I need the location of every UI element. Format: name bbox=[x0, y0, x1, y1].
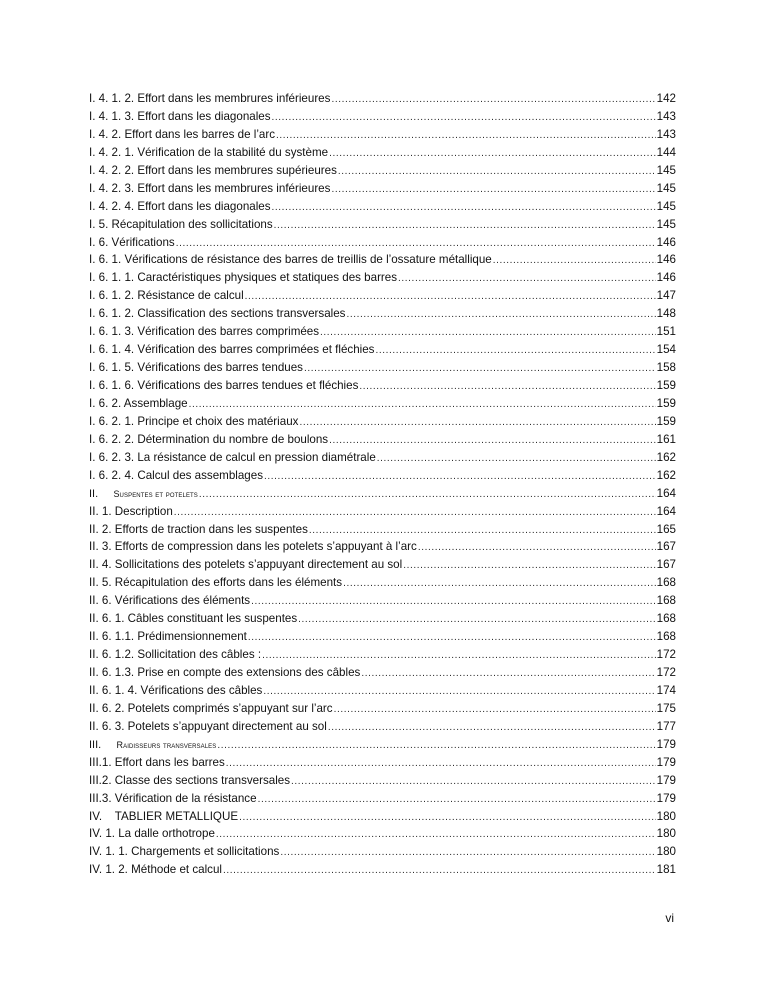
toc-entry-page: 145 bbox=[656, 163, 676, 177]
dot-leader bbox=[248, 629, 656, 647]
section-title: Raidisseurs transversales bbox=[116, 739, 217, 750]
toc-entry[interactable] bbox=[89, 646, 676, 664]
toc-entry[interactable] bbox=[89, 180, 676, 198]
dot-leader bbox=[331, 181, 655, 199]
toc-entry-page: 148 bbox=[656, 307, 676, 321]
dot-leader bbox=[216, 826, 656, 844]
dot-leader bbox=[217, 737, 655, 755]
toc-entry-title: II. 5. Récapitulation des efforts dans les éléments bbox=[89, 576, 343, 590]
toc-entry-page: 159 bbox=[656, 396, 676, 410]
toc-entry-title: I. 4. 1. 3. Effort dans les diagonales bbox=[89, 109, 271, 123]
toc-entry[interactable] bbox=[89, 162, 676, 180]
toc-entry-title bbox=[89, 737, 216, 755]
toc-entry-title: I. 4. 2. 1. Vérification de la stabilité du système bbox=[89, 145, 329, 159]
toc-entry-page: 147 bbox=[656, 289, 676, 303]
toc-entry[interactable] bbox=[89, 790, 676, 808]
toc-entry-title: I. 6. 2. 1. Principe et choix des matériaux bbox=[89, 414, 299, 428]
toc-entry[interactable] bbox=[89, 843, 676, 861]
toc-entry-title: II. 6. Vérifications des éléments bbox=[89, 594, 251, 608]
dot-leader bbox=[338, 163, 656, 181]
dot-leader bbox=[272, 109, 656, 127]
toc-entry[interactable] bbox=[89, 610, 676, 628]
toc-entry-title: I. 6. 1. Vérifications de résistance des barres de treillis de l’ossature métallique bbox=[89, 253, 492, 267]
toc-entry[interactable] bbox=[89, 413, 676, 431]
dot-leader bbox=[346, 306, 655, 324]
toc-entry-page: 144 bbox=[656, 145, 676, 159]
toc-entry-title: II. 4. Sollicitations des potelets s’appuyant directement au sol bbox=[89, 558, 403, 572]
toc-entry-title: I. 6. 2. Assemblage bbox=[89, 396, 188, 410]
toc-entry-page: 143 bbox=[656, 109, 676, 123]
toc-entry-page: 146 bbox=[656, 253, 676, 267]
toc-entry-title: I. 6. 1. 4. Vérification des barres comprimées et fléchies bbox=[89, 343, 375, 357]
dot-leader bbox=[262, 647, 656, 665]
toc-entry-page: 142 bbox=[656, 92, 676, 105]
dot-leader bbox=[239, 809, 656, 827]
dot-leader bbox=[334, 701, 656, 719]
dot-leader bbox=[291, 773, 656, 791]
dot-leader bbox=[263, 683, 655, 701]
toc-entry[interactable] bbox=[89, 592, 676, 610]
toc-entry-page: 159 bbox=[656, 379, 676, 392]
toc-entry[interactable] bbox=[89, 287, 676, 305]
dot-leader bbox=[331, 91, 655, 109]
toc-section-heading[interactable] bbox=[89, 736, 676, 754]
dot-leader bbox=[403, 557, 655, 575]
section-title: Suspentes et potelets bbox=[113, 488, 198, 499]
toc-entry[interactable] bbox=[89, 628, 676, 646]
toc-entry-title: I. 4. 2. Effort dans les barres de l’arc bbox=[89, 127, 276, 141]
toc-entry-page: 165 bbox=[656, 522, 676, 536]
toc-entry-page: 177 bbox=[656, 719, 676, 733]
toc-entry[interactable] bbox=[89, 269, 676, 287]
toc-entry[interactable] bbox=[89, 305, 676, 323]
toc-entry[interactable] bbox=[89, 323, 676, 341]
toc-entry-page: 168 bbox=[656, 594, 676, 608]
toc-entry-page: 145 bbox=[656, 199, 676, 213]
toc-entry-title: I. 6. 1. 2. Classification des sections transversales bbox=[89, 307, 346, 321]
dot-leader bbox=[359, 378, 655, 396]
toc-entry[interactable] bbox=[89, 754, 676, 772]
toc-entry-title: I. 6. 2. 4. Calcul des assemblages bbox=[89, 468, 263, 482]
toc-entry[interactable] bbox=[89, 90, 676, 108]
toc-entry[interactable] bbox=[89, 825, 676, 843]
toc-entry-title: IV. 1. 2. Méthode et calcul bbox=[89, 863, 222, 877]
dot-leader bbox=[176, 235, 656, 253]
toc-entry-page: 151 bbox=[656, 325, 676, 339]
dot-leader bbox=[189, 396, 656, 414]
toc-entry-title: III.1. Effort dans les barres bbox=[89, 755, 225, 769]
toc-entry[interactable] bbox=[89, 700, 676, 718]
toc-entry-title: II. 2. Efforts de traction dans les suspentes bbox=[89, 522, 308, 536]
toc-entry-title: II. 6. 2. Potelets comprimés s’appuyant sur l’arc bbox=[89, 701, 333, 715]
toc-entry-title: II. 6. 1.2. Sollicitation des câbles : bbox=[89, 648, 262, 662]
dot-leader bbox=[375, 342, 655, 360]
toc-entry-title bbox=[89, 486, 198, 504]
toc-entry-title: II. 6. 3. Potelets s’appuyant directement au sol bbox=[89, 719, 327, 733]
toc-entry-page: 172 bbox=[656, 648, 676, 662]
toc-entry[interactable] bbox=[89, 251, 676, 269]
dot-leader bbox=[299, 414, 655, 432]
toc-entry[interactable] bbox=[89, 861, 676, 879]
section-number: III. bbox=[89, 738, 102, 751]
toc-entry[interactable] bbox=[89, 359, 676, 377]
dot-leader bbox=[264, 468, 656, 486]
toc-entry-title: IV. 1. La dalle orthotrope bbox=[89, 827, 215, 841]
toc-entry-title: II. 1. Description bbox=[89, 504, 173, 518]
toc-entry[interactable] bbox=[89, 664, 676, 682]
dot-leader bbox=[377, 450, 656, 468]
toc-entry-title: I. 4. 2. 4. Effort dans les diagonales bbox=[89, 199, 271, 213]
toc-entry[interactable] bbox=[89, 538, 676, 556]
dot-leader bbox=[309, 522, 656, 540]
dot-leader bbox=[272, 199, 656, 217]
toc-entry-title: IV. TABLIER METALLIQUE bbox=[89, 809, 239, 823]
toc-entry-title: III.2. Classe des sections transversales bbox=[89, 773, 291, 787]
toc-entry[interactable] bbox=[89, 395, 676, 413]
toc-entry-title: I. 4. 2. 2. Effort dans les membrures supérieures bbox=[89, 163, 337, 177]
dot-leader bbox=[343, 575, 656, 593]
toc-entry-title: II. 3. Efforts de compression dans les potelets s’appuyant à l’arc bbox=[89, 540, 417, 554]
dot-leader bbox=[418, 539, 656, 557]
toc-entry-page: 168 bbox=[656, 612, 676, 626]
toc-entry[interactable] bbox=[89, 503, 676, 521]
toc-entry-title: II. 6. 1. 4. Vérifications des câbles bbox=[89, 683, 263, 697]
toc-entry-page: 162 bbox=[656, 468, 676, 482]
toc-entry[interactable] bbox=[89, 126, 676, 144]
toc-entry-page: 164 bbox=[656, 504, 676, 518]
toc-entry-page: 174 bbox=[656, 683, 676, 697]
dot-leader bbox=[251, 593, 656, 611]
dot-leader bbox=[361, 665, 655, 683]
toc-entry-title: I. 6. Vérifications bbox=[89, 235, 175, 249]
toc-entry-page: 154 bbox=[656, 343, 676, 357]
toc-entry[interactable] bbox=[89, 521, 676, 539]
toc-entry-title: I. 6. 2. 3. La résistance de calcul en pression diamétrale bbox=[89, 450, 376, 464]
toc-entry-title: II. 6. 1. Câbles constituant les suspentes bbox=[89, 612, 298, 626]
dot-leader bbox=[398, 270, 656, 288]
toc-entry-page: 158 bbox=[656, 361, 676, 375]
table-of-contents bbox=[89, 90, 676, 879]
toc-entry[interactable] bbox=[89, 108, 676, 126]
toc-entry-title: II. 6. 1.1. Prédimensionnement bbox=[89, 630, 247, 644]
toc-entry-title: I. 6. 1. 6. Vérifications des barres tendues et fléchies bbox=[89, 379, 359, 392]
dot-leader bbox=[304, 360, 656, 378]
toc-entry-title: I. 4. 2. 3. Effort dans les membrures inférieures bbox=[89, 181, 331, 195]
toc-entry-page: 179 bbox=[656, 773, 676, 787]
toc-entry[interactable] bbox=[89, 234, 676, 252]
dot-leader bbox=[174, 504, 656, 522]
toc-entry-title: II. 6. 1.3. Prise en compte des extensions des câbles bbox=[89, 666, 361, 679]
toc-entry-page: 172 bbox=[656, 666, 676, 679]
toc-entry-title: I. 4. 1. 2. Effort dans les membrures inférieures bbox=[89, 92, 331, 105]
toc-entry-title: III.3. Vérification de la résistance bbox=[89, 791, 257, 805]
toc-entry-page: 179 bbox=[656, 791, 676, 805]
page-number: vi bbox=[665, 911, 674, 925]
toc-entry[interactable] bbox=[89, 682, 676, 700]
toc-entry-page: 168 bbox=[656, 576, 676, 590]
toc-entry[interactable] bbox=[89, 772, 676, 790]
toc-entry-page: 159 bbox=[656, 414, 676, 428]
toc-entry-page: 167 bbox=[656, 540, 676, 554]
toc-entry-title: I. 6. 2. 2. Détermination du nombre de boulons bbox=[89, 432, 329, 446]
dot-leader bbox=[199, 486, 656, 504]
toc-entry-page: 179 bbox=[656, 737, 676, 751]
toc-entry[interactable] bbox=[89, 341, 676, 359]
toc-entry-page: 180 bbox=[656, 845, 676, 859]
toc-section-heading[interactable] bbox=[89, 485, 676, 503]
toc-entry-page: 168 bbox=[656, 630, 676, 644]
toc-entry-page: 175 bbox=[656, 701, 676, 715]
dot-leader bbox=[328, 719, 656, 737]
toc-entry-title: I. 6. 1. 1. Caractéristiques physiques et statiques des barres bbox=[89, 271, 398, 285]
toc-entry-page: 179 bbox=[656, 755, 676, 769]
toc-entry-title: IV. 1. 1. Chargements et sollicitations bbox=[89, 845, 280, 859]
toc-entry-page: 181 bbox=[656, 863, 676, 877]
toc-entry-page: 143 bbox=[656, 127, 676, 141]
dot-leader bbox=[329, 145, 656, 163]
toc-entry-page: 162 bbox=[656, 450, 676, 464]
toc-entry[interactable] bbox=[89, 718, 676, 736]
toc-entry-page: 146 bbox=[656, 235, 676, 249]
dot-leader bbox=[274, 217, 656, 235]
dot-leader bbox=[280, 844, 655, 862]
toc-entry-page: 180 bbox=[656, 827, 676, 841]
toc-entry-page: 164 bbox=[656, 486, 676, 500]
toc-entry[interactable] bbox=[89, 574, 676, 592]
toc-entry-page: 145 bbox=[656, 217, 676, 231]
toc-entry-title: I. 6. 1. 2. Résistance de calcul bbox=[89, 289, 244, 303]
toc-entry[interactable] bbox=[89, 144, 676, 162]
toc-entry-page: 146 bbox=[656, 271, 676, 285]
dot-leader bbox=[298, 611, 655, 629]
dot-leader bbox=[223, 862, 656, 880]
toc-entry-page: 161 bbox=[656, 432, 676, 446]
toc-entry[interactable] bbox=[89, 198, 676, 216]
toc-entry[interactable] bbox=[89, 467, 676, 485]
toc-entry-page: 145 bbox=[656, 181, 676, 195]
toc-entry[interactable] bbox=[89, 808, 676, 826]
toc-entry-title: I. 5. Récapitulation des sollicitations bbox=[89, 217, 273, 231]
dot-leader bbox=[245, 288, 656, 306]
toc-entry[interactable] bbox=[89, 556, 676, 574]
dot-leader bbox=[276, 127, 656, 145]
toc-entry-title: I. 6. 1. 3. Vérification des barres comprimées bbox=[89, 325, 320, 339]
dot-leader bbox=[258, 791, 656, 809]
dot-leader bbox=[493, 252, 656, 270]
section-number: II. bbox=[89, 487, 99, 500]
toc-entry[interactable] bbox=[89, 377, 676, 395]
toc-entry-page: 167 bbox=[656, 558, 676, 572]
dot-leader bbox=[226, 755, 656, 773]
toc-entry[interactable] bbox=[89, 431, 676, 449]
dot-leader bbox=[329, 432, 656, 450]
toc-entry-title: I. 6. 1. 5. Vérifications des barres tendues bbox=[89, 361, 303, 375]
dot-leader bbox=[320, 324, 656, 342]
toc-entry[interactable] bbox=[89, 449, 676, 467]
toc-entry[interactable] bbox=[89, 216, 676, 234]
toc-entry-page: 180 bbox=[656, 809, 676, 823]
